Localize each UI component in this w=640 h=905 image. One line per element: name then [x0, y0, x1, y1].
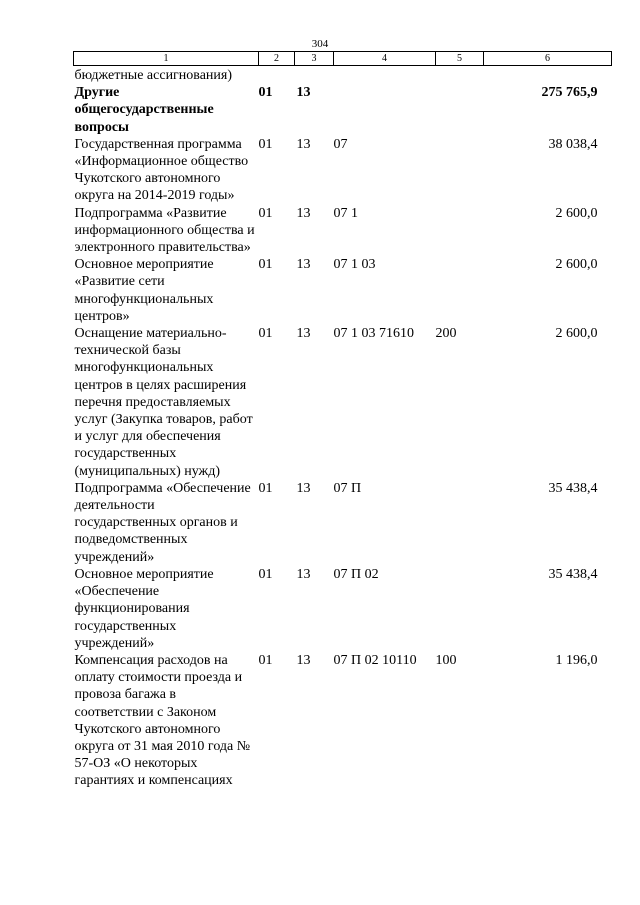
section-code: 01 [258, 652, 273, 668]
subsection-code: 13 [296, 136, 311, 152]
row-name: Компенсация расходов на оплату стоимости проезда и провоза багажа в соответствии с Законом Чукотского автономного округа от 31 мая 2010 года № 57-ОЗ «О некоторых гарантиях и компенсациях [74, 652, 251, 789]
budget-table [73, 51, 612, 790]
amount [484, 66, 612, 85]
expense-type-code [436, 205, 484, 257]
target-article-code: 07 [333, 136, 348, 152]
table-row [74, 566, 612, 652]
row-name: бюджетные ассигнования) [74, 68, 233, 83]
target-article-code: 07 П 02 10110 [333, 652, 417, 668]
row-name: Основное мероприятие «Развитие сети многофункциональных центров» [74, 257, 214, 324]
amount: 35 438,4 [548, 566, 598, 582]
section-code [259, 66, 295, 85]
target-article-code: 07 1 03 [333, 257, 376, 273]
column-number: 1 [74, 52, 259, 66]
target-article-code: 07 1 [333, 205, 358, 221]
target-article-code: 07 П [333, 480, 362, 496]
section-code: 01 [258, 136, 273, 152]
amount: 38 038,4 [548, 136, 598, 152]
subsection-code: 13 [296, 480, 311, 496]
table-row [74, 84, 612, 136]
table-row [74, 652, 612, 790]
column-number: 5 [436, 52, 484, 66]
amount: 35 438,4 [548, 480, 598, 496]
section-code: 01 [258, 326, 273, 342]
table-row [74, 66, 612, 85]
amount: 2 600,0 [555, 257, 598, 273]
table-row [74, 205, 612, 257]
expense-type-code [436, 256, 484, 325]
column-number: 2 [259, 52, 295, 66]
row-name: Подпрограмма «Развитие информационного общества и электронного правительства» [74, 205, 255, 256]
section-code: 01 [258, 480, 273, 496]
table-row [74, 480, 612, 566]
section-code: 01 [258, 205, 273, 221]
subsection-code: 13 [296, 326, 311, 342]
section-code: 01 [258, 257, 273, 273]
row-name: Оснащение материально-технической базы многофункциональных центров в целях расширения перечня предоставляемых услуг (Закупка товаров, работ и услуг для обеспечения государственных (муниципальных) нужд) [74, 326, 253, 479]
expense-type-code [436, 66, 484, 85]
expense-type-code: 100 [435, 652, 457, 668]
amount: 2 600,0 [555, 326, 598, 342]
column-number: 3 [295, 52, 334, 66]
subsection-code: 13 [296, 566, 311, 582]
expense-type-code [436, 480, 484, 566]
column-number: 4 [334, 52, 436, 66]
row-name: Основное мероприятие «Обеспечение функционирования государственных учреждений» [74, 566, 214, 651]
page-number: 304 [311, 38, 329, 50]
target-article-code [334, 84, 436, 136]
subsection-code: 13 [296, 257, 311, 273]
expense-type-code [436, 566, 484, 652]
amount: 275 765,9 [541, 85, 598, 101]
target-article-code [334, 66, 436, 85]
column-number: 6 [484, 52, 612, 66]
table-row [74, 136, 612, 205]
column-number-row [74, 52, 612, 66]
target-article-code: 07 П 02 [333, 566, 379, 582]
row-name: Государственная программа «Информационное общество Чукотского автономного округа на 2014-2019 годы» [74, 136, 249, 204]
target-article-code: 07 1 03 71610 [333, 326, 414, 342]
amount: 1 196,0 [555, 652, 598, 668]
subsection-code: 13 [296, 652, 311, 668]
expense-type-code [436, 136, 484, 205]
section-code: 01 [258, 566, 273, 582]
section-code: 01 [258, 85, 273, 101]
expense-type-code: 200 [435, 326, 457, 342]
subsection-code: 13 [296, 85, 311, 101]
table-row [74, 256, 612, 325]
subsection-code: 13 [296, 205, 311, 221]
row-name: Другие общегосударственные вопросы [74, 85, 214, 135]
expense-type-code [436, 84, 484, 136]
table-row [74, 325, 612, 480]
row-name: Подпрограмма «Обеспечение деятельности государственных органов и подведомственных учреждений» [74, 480, 251, 565]
subsection-code [295, 66, 334, 85]
amount: 2 600,0 [555, 205, 598, 221]
